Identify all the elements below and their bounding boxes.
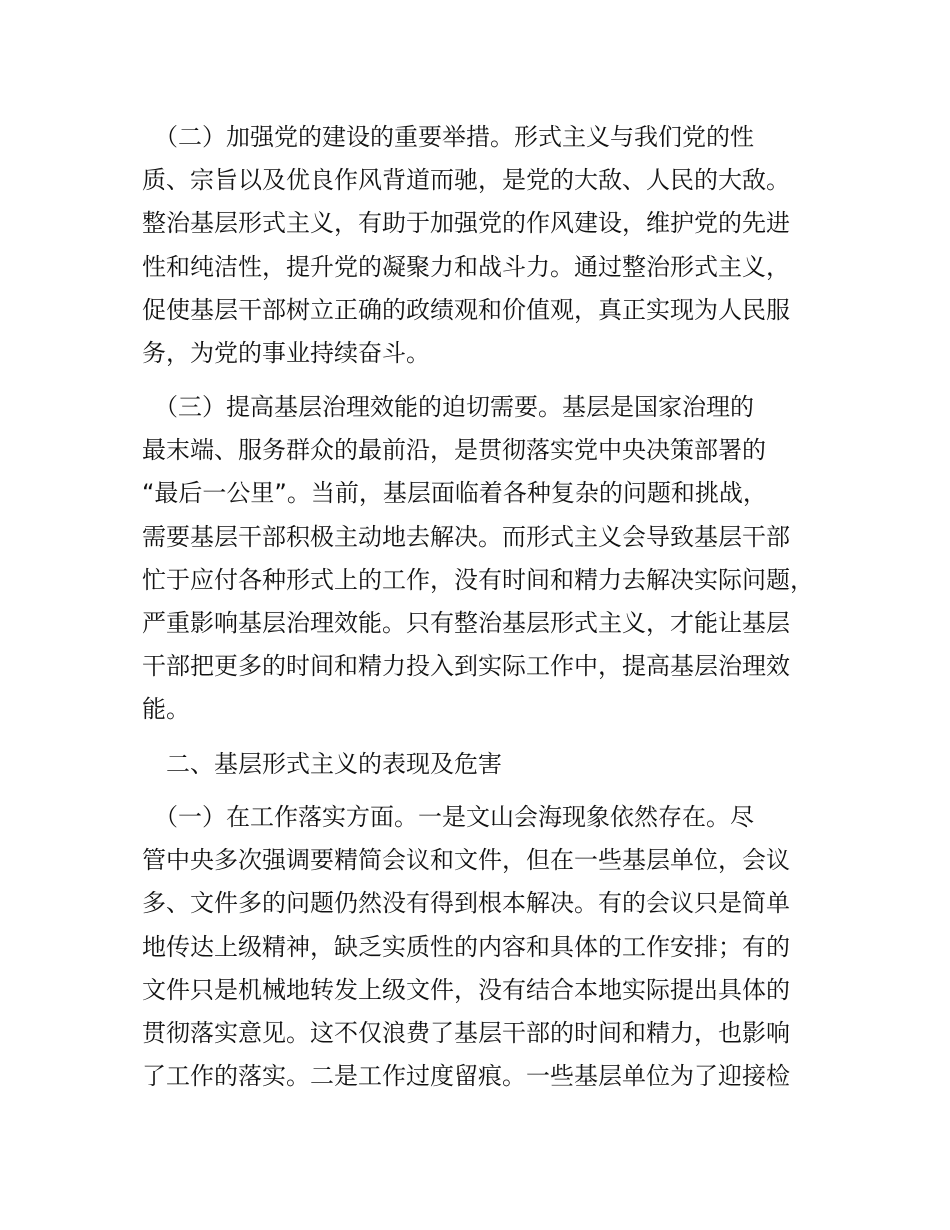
text-line: “最后一公里”。当前，基层面临着各种复杂的问题和挑战，: [142, 479, 767, 508]
text-line: 地传达上级精神，缺乏实质性的内容和具体的工作安排；有的: [142, 932, 790, 961]
text-line: 文件只是机械地转发上级文件，没有结合本地实际提出具体的: [142, 975, 790, 1004]
heading-line: 二、基层形式主义的表现及危害: [142, 750, 502, 778]
text-line: 最末端、服务群众的最前沿，是贯彻落实党中央决策部署的: [142, 436, 766, 465]
paragraph-governance-efficiency: [142, 386, 842, 732]
text-line: 多、文件多的问题仍然没有得到根本解决。有的会议只是简单: [142, 889, 790, 918]
text-line: （三）提高基层治理效能的迫切需要。基层是国家治理的: [142, 393, 754, 421]
text-line: 能。: [142, 695, 190, 724]
text-line: 需要基层干部积极主动地去解决。而形式主义会导致基层干部: [142, 522, 790, 551]
text-line: 管中央多次强调要精简会议和文件，但在一些基层单位，会议: [142, 846, 790, 875]
section-heading: [142, 743, 842, 786]
text-line: 务，为党的事业持续奋斗。: [142, 338, 430, 367]
text-line: 质、宗旨以及优良作风背道而驰，是党的大敌、人民的大敌。: [142, 166, 790, 195]
text-line: 性和纯洁性，提升党的凝聚力和战斗力。通过整治形式主义，: [142, 252, 790, 281]
paragraph-work-implementation: [142, 796, 842, 1098]
text-line: 促使基层干部树立正确的政绩观和价值观，真正实现为人民服: [142, 295, 790, 324]
text-line: 整治基层形式主义，有助于加强党的作风建设，维护党的先进: [142, 209, 790, 238]
text-line: 严重影响基层治理效能。只有整治基层形式主义，才能让基层: [142, 608, 790, 637]
text-line: 了工作的落实。二是工作过度留痕。一些基层单位为了迎接检: [142, 1062, 790, 1091]
text-line: 贯彻落实意见。这不仅浪费了基层干部的时间和精力，也影响: [142, 1018, 790, 1047]
text-line: 干部把更多的时间和精力投入到实际工作中，提高基层治理效: [142, 652, 790, 681]
text-line: （二）加强党的建设的重要举措。形式主义与我们党的性: [142, 123, 754, 151]
text-line: （一）在工作落实方面。一是文山会海现象依然存在。尽: [142, 803, 754, 831]
paragraph-party-building: [142, 116, 842, 375]
text-line: 忙于应付各种形式上的工作，没有时间和精力去解决实际问题，: [142, 565, 814, 594]
